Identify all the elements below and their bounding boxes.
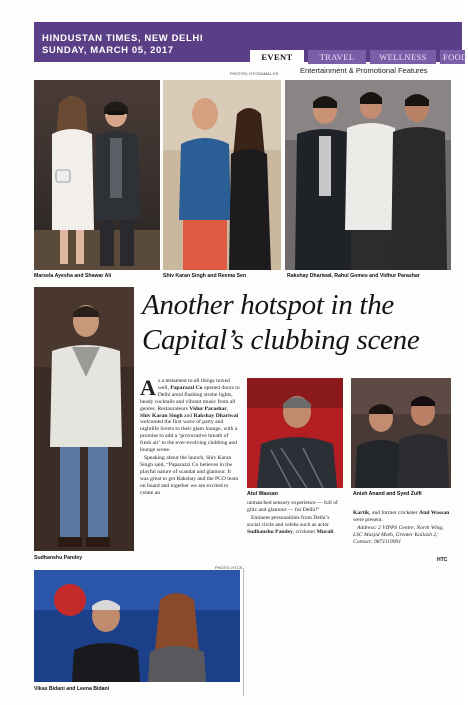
headline-line-2: Capital’s clubbing scene — [142, 324, 420, 356]
tab-event: EVENT — [250, 50, 304, 64]
tab-food: FOOD — [440, 50, 465, 64]
photo-atul-wassan — [247, 378, 343, 488]
article-col1-para2: Speaking about the launch, Shiv Karan Singh said, “Paparazzi Co believes in the playful nature of scandal and glamour. It was great to get Rakshay and the PCO team on board and together we are excited to create an — [140, 454, 239, 496]
masthead-paper-name: HINDUSTAN TIMES, NEW DELHI — [42, 33, 204, 44]
caption-marsela-shawar: Marsela Ayesha and Shawar Ali — [34, 273, 112, 279]
dropcap: A — [140, 375, 156, 400]
photo-sudhanshu-pandey — [34, 287, 134, 551]
masthead-date: SUNDAY, MARCH 05, 2017 — [42, 45, 174, 56]
article-headline — [142, 288, 452, 358]
divider-vertical — [243, 568, 244, 696]
section-label: Entertainment & Promotional Features — [300, 66, 428, 75]
caption-shiv-reema: Shiv Karan Singh and Reema Sen — [163, 273, 247, 279]
photo-marsela-shawar — [34, 80, 160, 270]
caption-anish-syed: Anish Anand and Syed Zulfi — [353, 491, 422, 497]
caption-sudhanshu-pandey: Sudhanshu Pandey — [34, 555, 83, 561]
caption-vikas-leena: Vikas Bidani and Leena Bidani — [34, 686, 110, 692]
photo-anish-syed — [351, 378, 451, 488]
article-column-2: unmatched sensory experience — full of glitz and glamour — for Delhi!” Eminent personalities from Delhi’s social circle and celebs such as actor Sudhanshu Pandey, cricketer Murali — [247, 500, 343, 537]
photo-shiv-reema — [163, 80, 281, 270]
article-signoff: HTC — [437, 557, 448, 563]
photo-vikas-leena — [34, 570, 240, 682]
photo-credit-bottom: PHOTO: HTCS — [215, 565, 243, 570]
caption-rakshay-rahul-vidhur: Rakshay Dhariwal, Rahul Gomes and Vidhur Parashar — [287, 273, 420, 279]
headline-line-1: Another hotspot in the — [142, 289, 394, 321]
photo-rakshay-rahul-vidhur — [285, 80, 451, 270]
tab-wellness: WELLNESS — [370, 50, 436, 64]
tab-travel: TRAVEL — [308, 50, 366, 64]
article-address: Address: 2 VIPPS Centre, North Wing, LSC Masjid Moth, Greater Kailash 2; Contact: 9871119991 — [353, 524, 444, 545]
caption-atul-wassan: Atul Wassan — [247, 491, 278, 497]
article-column-3: Kartik, and former cricketer Atul Wassan were present. Address: 2 VIPPS Centre, North Wing, LSC Masjid Moth, Greater Kailash 2; Contact: 9871119991 — [353, 510, 450, 545]
photo-credit-top: PHOTOS: HTCS/AMAL KS — [230, 71, 279, 76]
article-col2-para1: unmatched sensory experience — full of glitz and glamour — for Delhi!” — [247, 500, 338, 513]
article-column-1: As a testament to all things mixed well, Paparazzi Co opened doors to Delhi amid flashing strobe lights, heady cocktails and vibrant music from all genres. Restaurateurs Vidur Parashar, Shiv Karan Singh and Rakshay Dhariwal welcomed the first wave of party and nightlife lovers to their glam lounge, with a promise to add a ‘provocative breath of fresh air’ to the ever-evolving clubbing and lounge scene. Speaking about the launch, Shiv Karan Singh said, “Paparazzi Co believes in the playful nature of scandal and glamour. It was great to get Rakshay and the PCO team on board and together we are excited to create an — [140, 375, 240, 496]
